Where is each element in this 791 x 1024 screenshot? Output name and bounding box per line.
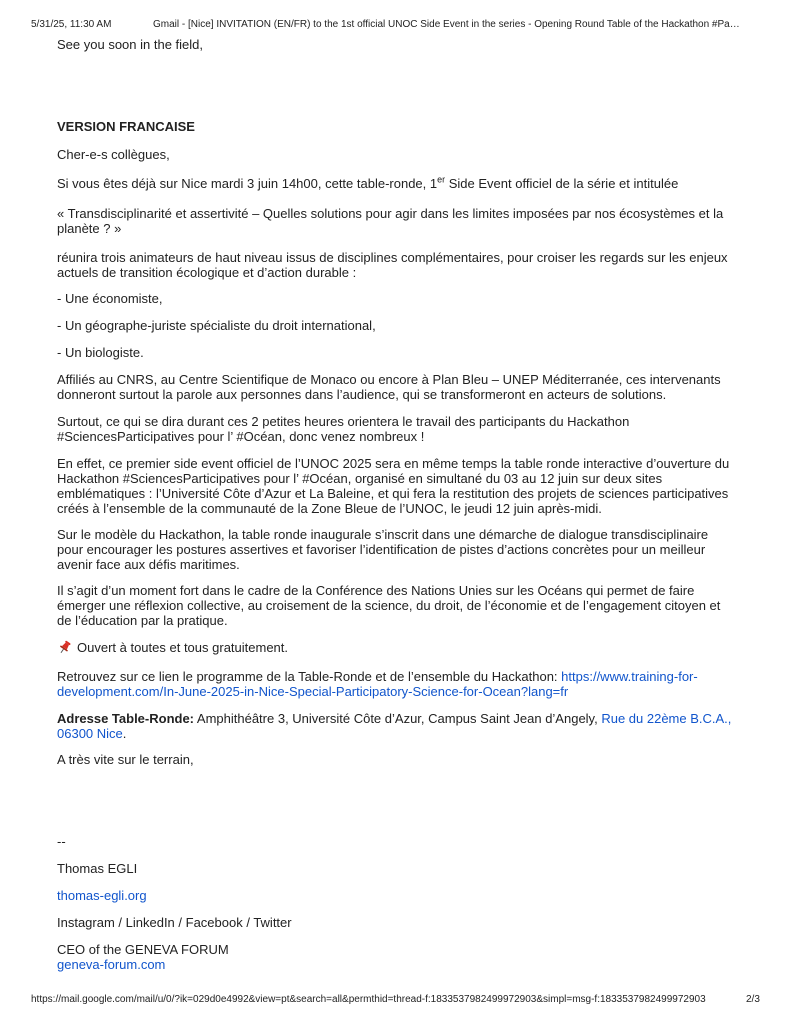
page-number: 2/3: [746, 994, 760, 1005]
adresse-end: .: [122, 726, 127, 741]
print-datetime: 5/31/25, 11:30 AM: [31, 19, 112, 30]
en-effet-paragraph: En effet, ce premier side event officiel de l’UNOC 2025 sera en même temps la table ronde interactive d’ouverture du Hackathon #SciencesParticipatives pour l’ #Océan, organisé en simultané du 03 au 12 juin sur deux sites emblématiques : l’Université Côte d’Azur et La Baleine, et qui fera la restitution des projets de sciences participatives créés à l’ensemble de la communauté de la Zone Bleue de l’UNOC, le jeudi 12 juin après-midi.: [57, 456, 730, 516]
intro-paragraph: [57, 176, 737, 191]
programme-text: Retrouvez sur ce lien le programme de la Table-Ronde et de l’ensemble du Hackathon:: [57, 669, 562, 684]
print-url: https://mail.google.com/mail/u/0/?ik=029d0e4992&view=pt&search=all&permthid=thread-f:1833537982499972903&simpl=msg-f:1833537982499972903: [31, 994, 706, 1005]
programme-paragraph: [57, 669, 737, 699]
a-tres-vite-text: A très vite sur le terrain,: [57, 752, 194, 767]
speaker-item: - Un géographe-juriste spécialiste du droit international,: [57, 318, 376, 333]
signature-forum-link[interactable]: geneva-forum.com: [57, 957, 166, 972]
ouvert-paragraph: [57, 640, 737, 655]
event-title-paragraph: « Transdisciplinarité et assertivité – Quelles solutions pour agir dans les limites imposées par nos écosystèmes et la planète ? »: [57, 206, 724, 236]
surtout-paragraph: Surtout, ce qui se dira durant ces 2 petites heures orientera le travail des participants du Hackathon #SciencesParticipatives pour l’ #Océan, donc venez nombreux !: [57, 414, 630, 444]
greeting-text: Cher-e-s collègues,: [57, 147, 170, 162]
ouvert-text: Ouvert à toutes et tous gratuitement.: [77, 640, 289, 655]
signature-socials: Instagram / LinkedIn / Facebook / Twitter: [57, 915, 292, 930]
adresse-label: Adresse Table-Ronde:: [57, 711, 195, 726]
version-heading: VERSION FRANCAISE: [57, 119, 195, 134]
adresse-map-link[interactable]: Rue du 22ème B.C.A., 06300 Nice: [57, 711, 732, 741]
programme-link[interactable]: https://www.training-for-development.com/In-June-2025-in-Nice-Special-Participatory-Science-for-Ocean?lang=fr: [57, 669, 698, 699]
adresse-text: Amphithéâtre 3, Université Côte d’Azur, Campus Saint Jean d’Angely,: [194, 711, 602, 726]
reunira-paragraph: réunira trois animateurs de haut niveau issus de disciplines complémentaires, pour croiser les regards sur les enjeux actuels de transition écologique et d’action durable :: [57, 250, 728, 280]
speaker-item: - Un biologiste.: [57, 345, 144, 360]
adresse-paragraph: [57, 711, 737, 741]
signature-role: CEO of the GENEVA FORUM: [57, 942, 229, 957]
signature-website-line: [57, 888, 737, 903]
see-you-text: See you soon in the field,: [57, 37, 203, 52]
intro-text-end: Side Event officiel de la série et intitulée: [445, 176, 679, 191]
moment-paragraph: Il s’agit d’un moment fort dans le cadre de la Conférence des Nations Unies sur les Océans qui permet de faire émerger une réflexion collective, au croisement de la science, du droit, de l’économie et de l’engagement citoyen et de l’éducation par la pratique.: [57, 583, 721, 628]
print-title: Gmail - [Nice] INVITATION (EN/FR) to the 1st official UNOC Side Event in the series - Opening Round Table of the Hackathon #Pa…: [153, 19, 740, 30]
modele-paragraph: Sur le modèle du Hackathon, la table ronde inaugurale s’inscrit dans une démarche de dialogue transdisciplinaire pour encourager les postures assertives et favoriser l’identification de pistes d’actions concrètes pour un meilleur avenir face aux défis maritimes.: [57, 527, 709, 572]
signature-website-link[interactable]: thomas-egli.org: [57, 888, 147, 903]
speaker-item: - Une économiste,: [57, 291, 163, 306]
intro-superscript: er: [437, 174, 446, 185]
signature-forum-line: [57, 957, 737, 972]
pushpin-icon: [57, 640, 73, 654]
intro-text: Si vous êtes déjà sur Nice mardi 3 juin 14h00, cette table-ronde, 1: [57, 176, 438, 191]
affilies-paragraph: Affiliés au CNRS, au Centre Scientifique de Monaco ou encore à Plan Bleu – UNEP Méditerranée, ces intervenants donneront surtout la parole aux personnes dans l’audience, qui se transformeront en acteurs de solutions.: [57, 372, 721, 402]
signature-dashes: --: [57, 834, 66, 849]
signature-name: Thomas EGLI: [57, 861, 138, 876]
